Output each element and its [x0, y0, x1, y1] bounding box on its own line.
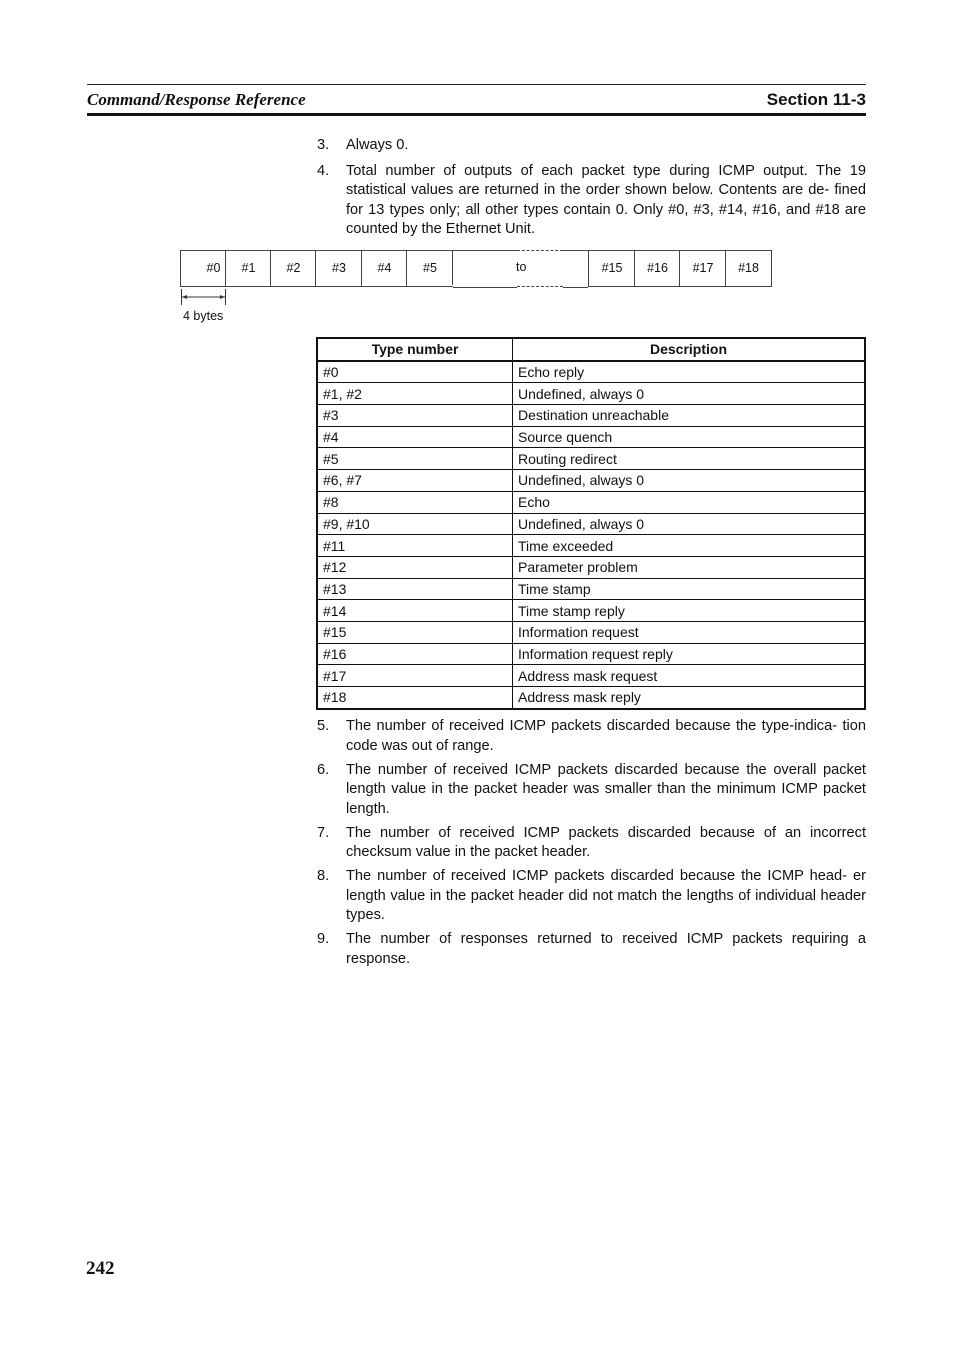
type-number-cell: #11	[317, 535, 513, 557]
column-header: Description	[513, 338, 866, 361]
type-number-cell: #3	[317, 405, 513, 427]
table-row	[317, 578, 865, 600]
description-cell: Echo	[513, 491, 866, 513]
description-cell: Undefined, always 0	[513, 470, 866, 492]
column-header: Type number	[317, 338, 513, 361]
table-row	[317, 470, 865, 492]
type-number-cell: #5	[317, 448, 513, 470]
diagram-cell: #2	[270, 250, 316, 287]
icmp-type-table	[316, 337, 866, 710]
type-number-cell: #16	[317, 643, 513, 665]
table-row	[317, 426, 865, 448]
type-number-cell: #0	[317, 361, 513, 383]
table-row	[317, 687, 865, 709]
table-row	[317, 621, 865, 643]
packet-type-diagram	[180, 250, 772, 287]
table-row	[317, 383, 865, 405]
list-item-text: The number of received ICMP packets discarded because the type-indica- tion code was out of range.	[346, 718, 866, 754]
table-row	[317, 361, 865, 383]
table-row	[317, 491, 865, 513]
description-cell: Parameter problem	[513, 556, 866, 578]
diagram-cell: #15	[588, 250, 635, 287]
list-item	[317, 824, 866, 863]
running-header-title: Command/Response Reference	[87, 90, 306, 109]
section-number: Section 11-3	[766, 90, 866, 109]
diagram-cell: #4	[361, 250, 407, 287]
table-header-row	[317, 338, 865, 361]
diagram-cell: #1	[225, 250, 271, 287]
type-number-cell: #4	[317, 426, 513, 448]
diagram-cell: #0	[180, 250, 226, 287]
table-row	[317, 600, 865, 622]
list-item	[317, 717, 866, 756]
table-body	[317, 361, 865, 709]
description-cell: Information request reply	[513, 643, 866, 665]
byte-width-arrow-icon	[181, 289, 226, 305]
byte-width-label: 4 bytes	[183, 309, 224, 323]
diagram-cell: #3	[315, 250, 362, 287]
list-item-text: Always 0.	[346, 137, 409, 153]
type-number-cell: #12	[317, 556, 513, 578]
description-cell: Address mask reply	[513, 687, 866, 709]
table-row	[317, 556, 865, 578]
list-item	[317, 761, 866, 820]
numbered-list-bottom	[317, 717, 866, 969]
type-number-cell: #8	[317, 491, 513, 513]
list-item-number: 9.	[317, 931, 330, 947]
type-number-cell: #1, #2	[317, 383, 513, 405]
description-cell: Address mask request	[513, 665, 866, 687]
list-item-number: 6.	[317, 761, 330, 778]
type-number-cell: #15	[317, 621, 513, 643]
list-item-text: The number of responses returned to received ICMP packets requiring a response.	[346, 931, 866, 967]
list-item	[317, 930, 866, 969]
diagram-cell: #18	[725, 250, 772, 287]
description-cell: Time exceeded	[513, 535, 866, 557]
header-rule-top	[87, 84, 866, 85]
type-number-cell: #9, #10	[317, 513, 513, 535]
type-number-cell: #17	[317, 665, 513, 687]
diagram-cell: #5	[406, 250, 453, 287]
list-item-number: 5.	[317, 718, 330, 734]
description-cell: Routing redirect	[513, 448, 866, 470]
description-cell: Undefined, always 0	[513, 383, 866, 405]
list-item-number: 3.	[317, 137, 330, 153]
table-row	[317, 643, 865, 665]
table-row	[317, 535, 865, 557]
type-number-cell: #18	[317, 687, 513, 709]
diagram-gap-label: to	[516, 260, 527, 274]
numbered-list-top	[317, 136, 866, 240]
list-item-text: The number of received ICMP packets discarded because the overall packet length value in the packet header was smaller than the minimum ICMP packet length.	[346, 761, 866, 817]
description-cell: Undefined, always 0	[513, 513, 866, 535]
list-item-text: Total number of outputs of each packet type during ICMP output. The 19 statistical values are returned in the order shown below. Contents are de- fined for 13 types only; all other types contain 0. Only #0, #3, #14, #16, and #18 are counted by the Ethernet Unit.	[346, 162, 866, 237]
list-item-text: The number of received ICMP packets discarded because the ICMP head- er length value in the packet header did not match the lengths of individual header types.	[346, 868, 866, 923]
description-cell: Destination unreachable	[513, 405, 866, 427]
list-item-text: The number of received ICMP packets discarded because of an incorrect checksum value in the packet header.	[346, 824, 866, 860]
list-item-number: 8.	[317, 868, 330, 884]
type-number-cell: #13	[317, 578, 513, 600]
type-number-cell: #6, #7	[317, 470, 513, 492]
description-cell: Information request	[513, 621, 866, 643]
list-item-number: 7.	[317, 824, 330, 841]
diagram-cell: #16	[634, 250, 680, 287]
list-item	[317, 136, 866, 156]
table-row	[317, 665, 865, 687]
table-row	[317, 513, 865, 535]
table-row	[317, 405, 865, 427]
description-cell: Time stamp reply	[513, 600, 866, 622]
table-row	[317, 448, 865, 470]
description-cell: Source quench	[513, 426, 866, 448]
header-rule-bottom	[87, 113, 866, 116]
list-item	[317, 162, 866, 240]
list-item-number: 4.	[317, 162, 330, 179]
list-item	[317, 867, 866, 926]
type-number-cell: #14	[317, 600, 513, 622]
diagram-cell: #17	[679, 250, 726, 287]
description-cell: Time stamp	[513, 578, 866, 600]
page-number: 242	[86, 1258, 115, 1279]
description-cell: Echo reply	[513, 361, 866, 383]
